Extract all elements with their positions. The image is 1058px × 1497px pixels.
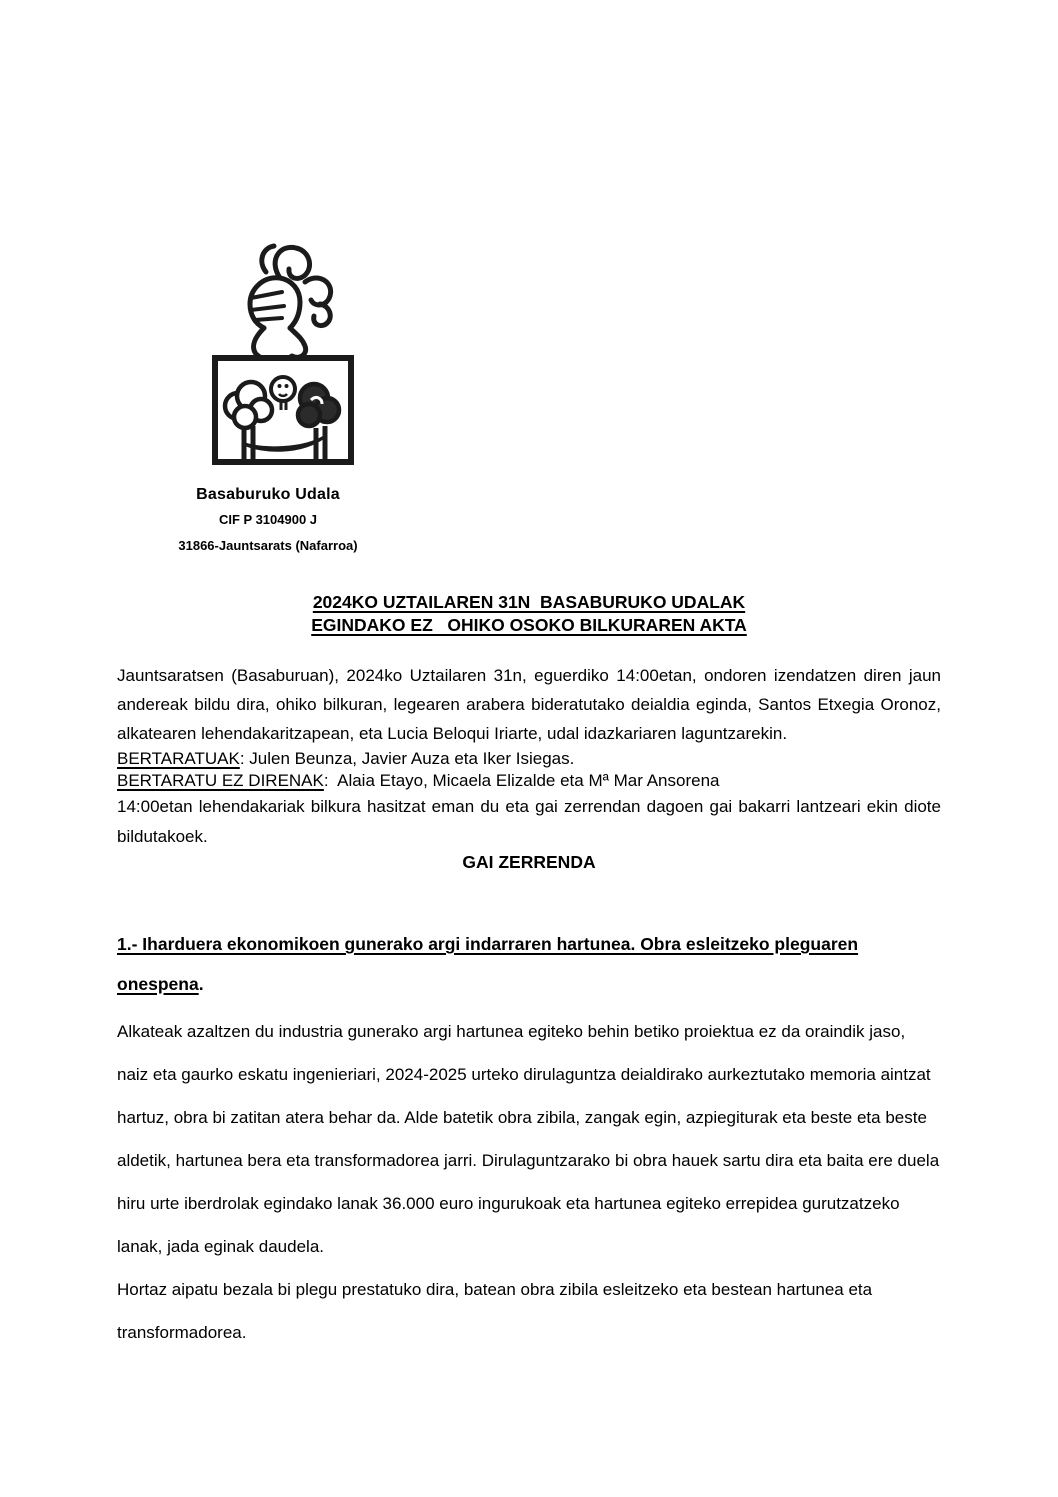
agenda-heading: GAI ZERRENDA <box>462 852 596 872</box>
title-line-2: EGINDAKO EZ OHIKO OSOKO BILKURAREN AKTA <box>311 615 747 635</box>
absent-line <box>117 770 941 792</box>
coat-of-arms-icon <box>208 240 358 468</box>
opening-paragraph: 14:00etan lehendakariak bilkura hasitzat eman du eta gai zerrendan dagoen gai bakarri lantzeari ekin diote bildutakoek. <box>117 797 941 846</box>
item-1-paragraph-2: Hortaz aipatu bezala bi plegu prestatuko dira, batean obra zibila esleitzeko eta bestean hartunea eta transformadorea. <box>117 1280 873 1342</box>
item-1-paragraph-1: Alkateak azaltzen du industria gunerako argi hartunea egiteko behin betiko proiektua ez da oraindik jaso, naiz eta gaurko eskatu ingenieriari, 2024-2025 urteko dirulaguntza deialdirako aurkeztutako memoria aintzat hartuz, obra bi zatitan atera behar da. Alde batetik obra zibila, zangak egin, azpiegiturak eta beste eta beste aldetik, hartunea bera eta transformadorea jarri. Dirulaguntzarako bi obra hauek sartu dira eta baita ere duela hiru urte iberdrolak egindako lanak 36.000 euro ingurukoak eta hartunea egiteko errepidea gurutzatzeko lanak, jada eginak daudela. <box>117 1022 940 1256</box>
attendees-line <box>117 748 941 770</box>
agenda-item-1-heading <box>117 924 941 1004</box>
title-line-1: 2024KO UZTAILAREN 31N BASABURUKO UDALAK <box>312 592 746 612</box>
intro-paragraph: Jauntsaratsen (Basaburuan), 2024ko Uztailaren 31n, eguerdiko 14:00etan, ondoren izendatzen diren jaun andereak bildu dira, ohiko bilkuran, legearen arabera bideratutako deialdia eginda, Santos Etxegia Oronoz, alkatearen lehendakaritzapean, eta Lucia Beloqui Iriarte, udal idazkariaren laguntzarekin. <box>117 666 941 743</box>
document-body <box>117 661 941 1354</box>
agenda-item-1-heading-text: 1.- Iharduera ekonomikoen gunerako argi indarraren hartunea. Obra esleitzeko pleguaren onespena <box>117 934 859 994</box>
org-address: 31866-Jauntsarats (Nafarroa) <box>178 538 358 553</box>
absent-names: : Alaia Etayo, Micaela Elizalde eta Mª Mar Ansorena <box>323 771 720 790</box>
agenda-item-1-heading-period: . <box>198 974 204 994</box>
org-name: Basaburuko Udala <box>196 486 340 503</box>
org-cif: CIF P 3104900 J <box>218 512 318 527</box>
letterhead <box>118 240 418 553</box>
attendees-names: : Julen Beunza, Javier Auza eta Iker Isiegas. <box>239 749 575 768</box>
absent-label: BERTARATU EZ DIRENAK <box>117 771 324 790</box>
attendees-label: BERTARATUAK <box>117 749 240 768</box>
document-title <box>117 591 941 637</box>
